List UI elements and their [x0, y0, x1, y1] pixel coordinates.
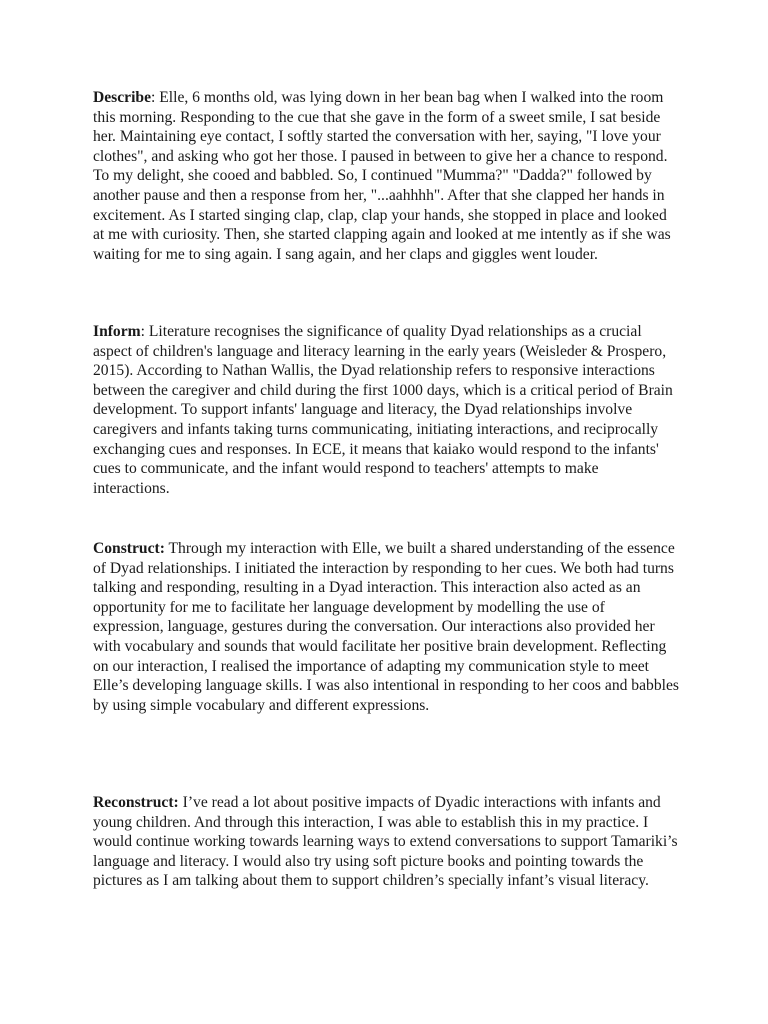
reconstruct-text: I’ve read a lot about positive impacts of Dyadic interactions with infants and young children. And through this interaction, I was able to establish this in my practice. I would continue working towards learning ways to extend conversations to support Tamariki’s language and literacy. I would also try using soft picture books and pointing towards the pictures as I am talking about them to support children’s specially infant’s visual literacy. — [93, 794, 678, 890]
reconstruct-heading: Reconstruct: — [93, 794, 179, 811]
describe-separator: : — [151, 89, 156, 106]
inform-separator: : — [140, 323, 145, 340]
describe-heading: Describe — [93, 89, 152, 106]
construct-text: Through my interaction with Elle, we built a shared understanding of the essence of Dyad relationships. I initiated the interaction by responding to her cues. We both had turns talking and responding, resulting in a Dyad interaction. This interaction also acted as an opportunity for me to facilitate her language development by modelling the use of expression, language, gestures during the conversation. Our interactions also provided her with vocabulary and sounds that would facilitate her positive brain development. Reflecting on our interaction, I realised the importance of adapting my communication style to meet Elle’s developing language skills. I was also intentional in responding to her coos and babbles by using simple vocabulary and different expressions. — [93, 540, 679, 714]
inform-heading: Inform — [93, 323, 141, 340]
reconstruct-paragraph — [93, 793, 679, 891]
construct-paragraph — [93, 539, 679, 715]
describe-text: Elle, 6 months old, was lying down in her bean bag when I walked into the room this morning. Responding to the cue that she gave in the form of a sweet smile, I sat beside her. Maintaining eye contact, I softly started the conversation with her, saying, "I love your clothes", and asking who got her those. I paused in between to give her a chance to respond. To my delight, she cooed and babbled. So, I continued "Mumma?" "Dadda?" followed by another pause and then a response from her, "...aahhhh". After that she clapped her hands in excitement. As I started singing clap, clap, clap your hands, she stopped in place and looked at me with curiosity. Then, she started clapping again and looked at me intently as if she was waiting for me to sing again. I sang again, and her claps and giggles went louder. — [93, 89, 671, 263]
describe-paragraph — [93, 88, 679, 264]
inform-paragraph — [93, 322, 679, 498]
construct-heading: Construct: — [93, 540, 165, 557]
inform-text: Literature recognises the significance of quality Dyad relationships as a crucial aspect of children's language and literacy learning in the early years (Weisleder & Prospero, 2015). According to Nathan Wallis, the Dyad relationship refers to responsive interactions between the caregiver and child during the first 1000 days, which is a critical period of Brain development. To support infants' language and literacy, the Dyad relationships involve caregivers and infants taking turns communicating, initiating interactions, and reciprocally exchanging cues and responses. In ECE, it means that kaiako would respond to the infants' cues to communicate, and the infant would respond to teachers' attempts to make interactions. — [93, 323, 673, 497]
